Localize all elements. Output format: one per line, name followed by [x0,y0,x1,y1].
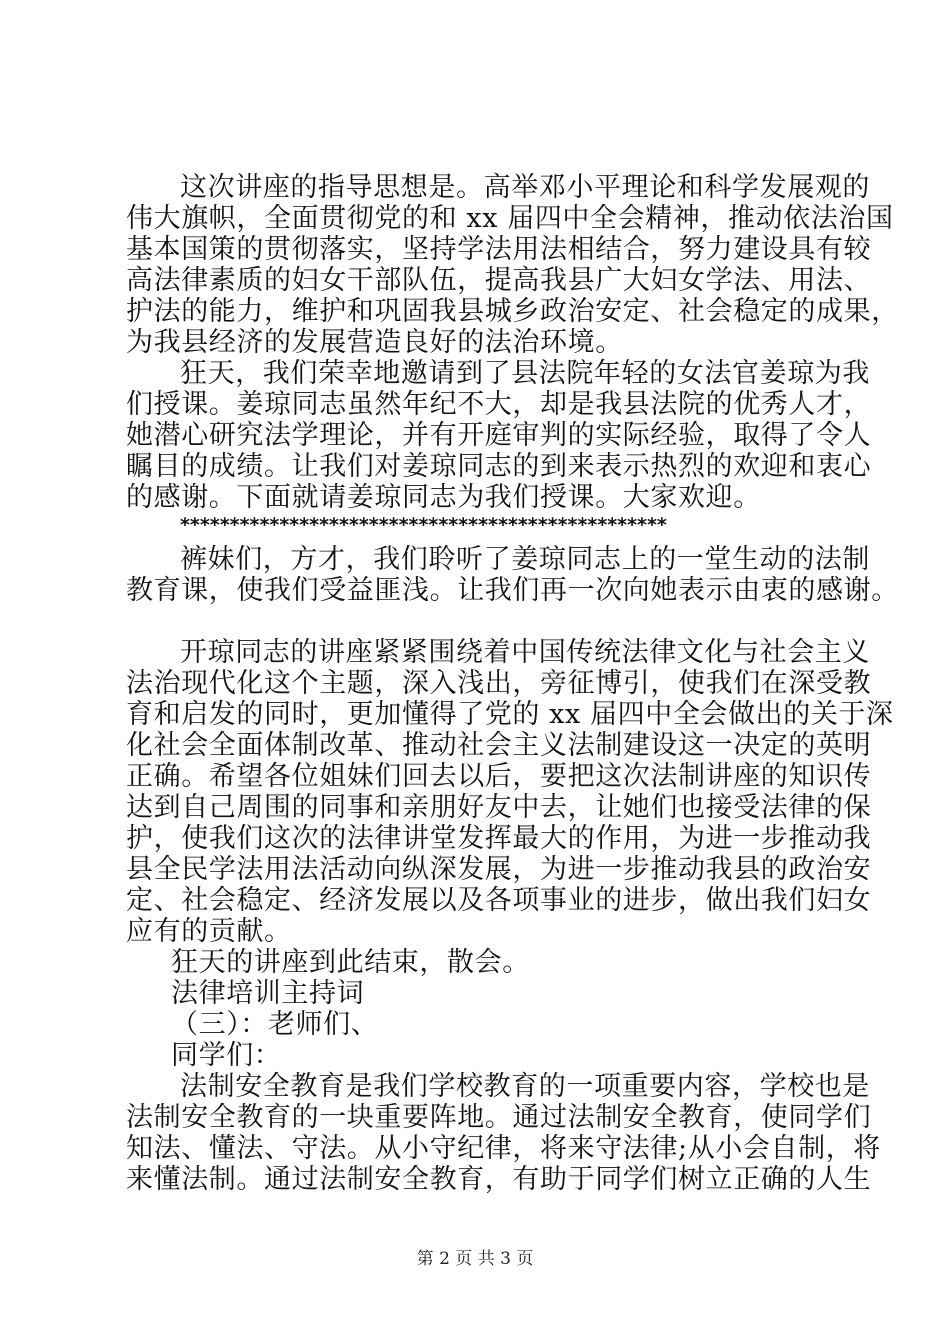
salutation: 同学们： [171,1040,282,1071]
text-line: 达到自己周围的同事和亲朋好友中去，让她们也接受法律的保 [126,792,872,823]
text-line: 育和启发的同时，更加懂得了党的 xx 届四中全会做出的关于深 [126,699,894,730]
text-line: 们授课。姜琼同志虽然年纪不大，却是我县法院的优秀人才， [126,389,872,420]
text-line: 狂天，我们荣幸地邀请到了县法院年轻的女法官姜琼为我 [180,358,870,389]
text-line: 正确。希望各位姐妹们回去以后，要把这次法制讲座的知识传 [126,761,872,792]
text-line: 狂天的讲座到此结束，散会。 [171,947,530,978]
text-line: 瞩目的成绩。让我们对姜琼同志的到来表示热烈的欢迎和衷心 [126,451,872,482]
text-line: 法治现代化这个主题，深入浅出，旁征博引，使我们在深受教 [126,668,872,699]
page-number-footer: 第 2 页 共 3 页 [416,1249,534,1269]
text-line: 护，使我们这次的法律讲堂发挥最大的作用，为进一步推动我 [126,823,872,854]
text-line: 开琼同志的讲座紧紧围绕着中国传统法律文化与社会主义 [180,637,870,668]
text-line: 知法、懂法、守法。从小守纪律，将来守法律;从小会自制，将 [126,1133,881,1164]
text-line: 法制安全教育的一块重要阵地。通过法制安全教育，使同学们 [126,1102,872,1133]
text-line: 应有的贡献。 [126,916,292,947]
section-heading: 法律培训主持词 [171,978,365,1009]
section-subheading: （三）：老师们、 [171,1009,379,1040]
text-line: 来懂法制。通过法制安全教育，有助于同学们树立正确的人生 [126,1164,872,1195]
text-line: 裤妹们，方才，我们聆听了姜琼同志上的一堂生动的法制 [180,544,870,575]
text-line: 县全民学法用法活动向纵深发展，为进一步推动我县的政治安 [126,854,872,885]
text-line: 法制安全教育是我们学校教育的一项重要内容，学校也是 [180,1071,870,1102]
text-line: 为我县经济的发展营造良好的法治环境。 [126,327,623,358]
text-line: 定、社会稳定、经济发展以及各项事业的进步，做出我们妇女 [126,885,872,916]
text-line: 这次讲座的指导思想是。高举邓小平理论和科学发展观的 [180,172,870,203]
text-line: 护法的能力，维护和巩固我县城乡政治安定、社会稳定的成果， [126,296,899,327]
text-line: 的感谢。下面就请姜琼同志为我们授课。大家欢迎。 [126,482,761,513]
paragraph-gap [126,606,856,637]
text-line: 基本国策的贯彻落实，坚持学法用法相结合，努力建设具有较 [126,234,872,265]
text-line: 高法律素质的妇女干部队伍，提高我县广大妇女学法、用法、 [126,265,872,296]
text-line: 伟大旗帜，全面贯彻党的和 xx 届四中全会精神，推动依法治国 [126,203,894,234]
separator-stars: ************************************************* [180,514,667,536]
text-line: 她潜心研究法学理论，并有开庭审判的实际经验，取得了令人 [126,420,872,451]
text-line: 教育课，使我们受益匪浅。让我们再一次向她表示由衷的感谢。 [126,575,899,606]
text-line: 化社会全面体制改革、推动社会主义法制建设这一决定的英明 [126,730,872,761]
document-body [126,172,899,1195]
